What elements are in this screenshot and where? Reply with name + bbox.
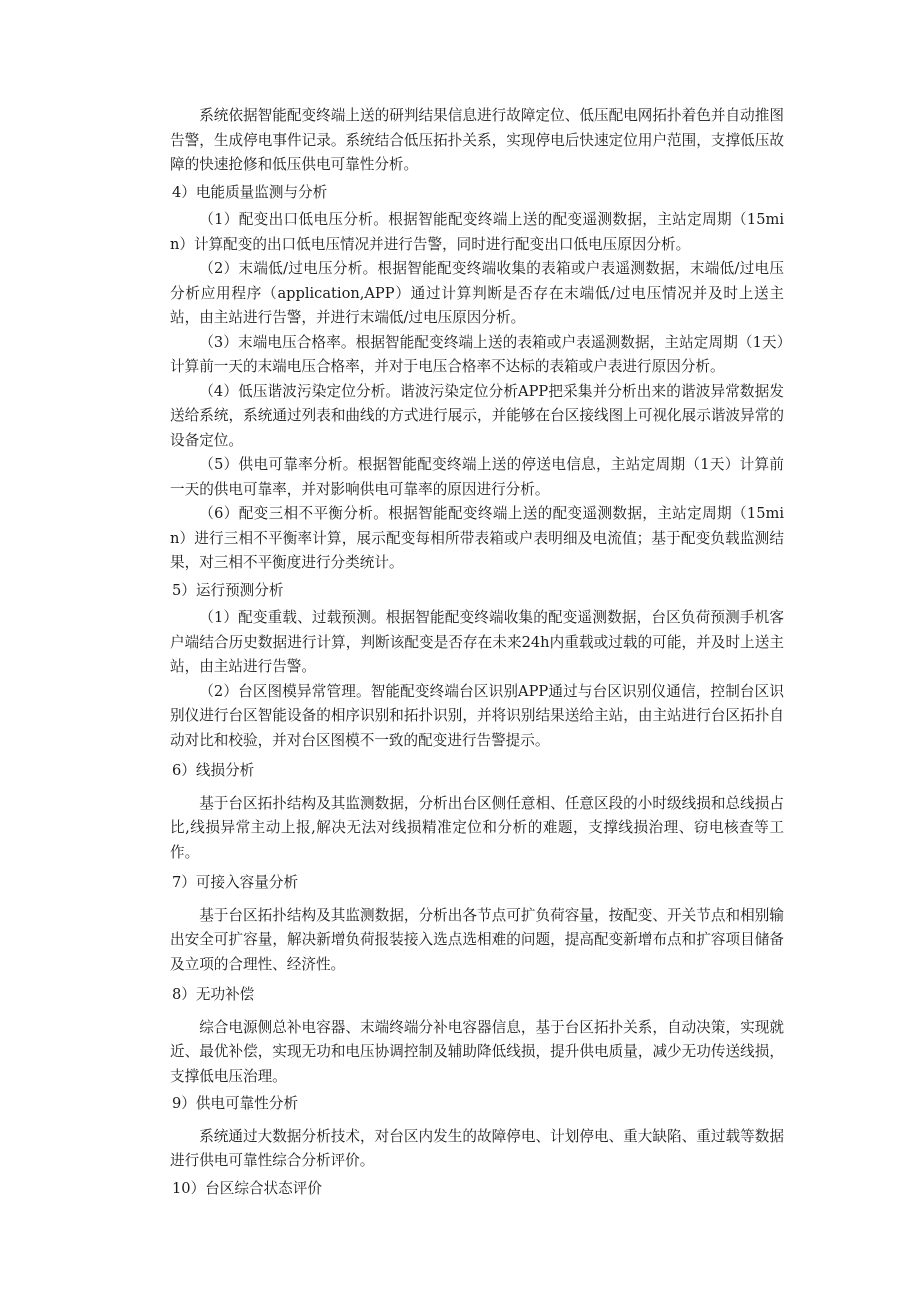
section-4-item-3: （3）末端电压合格率。根据智能配变终端上送的表箱或户表遥测数据，主站定周期（1天）计算前一天的末端电压合格率，并对于电压合格率不达标的表箱或户表进行原因分析。 [170, 333, 784, 375]
section-heading-7: 7）可接入容量分析 [172, 874, 299, 891]
section-7-body: 基于台区拓扑结构及其监测数据，分析出各节点可扩负荷容量，按配变、开关节点和相别输出安全可扩容量，解决新增负荷报装接入选点选相难的问题，提高配变新增布点和扩容项目储备及立项的合理性、经济性。 [170, 906, 784, 973]
section-heading-5: 5）运行预测分析 [172, 581, 284, 599]
section-4-item-4: （4）低压谐波污染定位分析。谐波污染定位分析APP把采集并分析出来的谐波异常数据发送给系统，系统通过列表和曲线的方式进行展示，并能够在台区接线图上可视化展示谐波异常的设备定位。 [170, 382, 784, 449]
section-4-item-5: （5）供电可靠率分析。根据智能配变终端上送的停送电信息，主站定周期（1天）计算前一天的供电可靠率，并对影响供电可靠率的原因进行分析。 [170, 456, 784, 498]
section-4-item-1: （1）配变出口低电压分析。根据智能配变终端上送的配变遥测数据，主站定周期（15min）计算配变的出口低电压情况并进行告警，同时进行配变出口低电压原因分析。 [170, 211, 784, 253]
section-heading-10: 10）台区综合状态评价 [172, 1179, 322, 1197]
section-4-item-6: （6）配变三相不平衡分析。根据智能配变终端上送的配变遥测数据，主站定周期（15min）进行三相不平衡率计算，展示配变每相所带表箱或户表明细及电流值；基于配变负载监测结果，对三相不平衡度进行分类统计。 [170, 505, 784, 571]
section-heading-9: 9）供电可靠性分析 [172, 1095, 299, 1112]
section-5-item-2: （2）台区图模异常管理。智能配变终端台区识别APP通过与台区识别仪通信，控制台区识别仪进行台区智能设备的相序识别和拓扑识别，并将识别结果送给主站，由主站进行台区拓扑自动对比和校验，并对台区图模不一致的配变进行告警提示。 [170, 682, 784, 749]
section-6-body: 基于台区拓扑结构及其监测数据，分析出台区侧任意相、任意区段的小时级线损和总线损占比,线损异常主动上报,解决无法对线损精准定位和分析的难题，支撑线损治理、窃电核查等工作。 [170, 794, 784, 861]
section-heading-6: 6）线损分析 [172, 762, 255, 779]
section-8-body: 综合电源侧总补电容器、末端终端分补电容器信息，基于台区拓扑关系，自动决策，实现就近、最优补偿，实现无功和电压协调控制及辅助降低线损，提升供电质量，减少无功传送线损，支撑低电压治理。 [170, 1018, 784, 1085]
section-4-item-2: （2）末端低/过电压分析。根据智能配变终端收集的表箱或户表遥测数据，末端低/过电压分析应用程序（application,APP）通过计算判断是否存在末端低/过电压情况并及时上送主站，由主站进行告警，并进行末端低/过电压原因分析。 [170, 260, 784, 326]
section-heading-4: 4）电能质量监测与分析 [172, 183, 328, 201]
section-5-item-1: （1）配变重载、过载预测。根据智能配变终端收集的配变遥测数据，台区负荷预测手机客户端结合历史数据进行计算，判断该配变是否存在未来24h内重载或过载的可能，并及时上送主站，由主站进行告警。 [170, 609, 784, 675]
document-page [170, 104, 784, 1204]
section-heading-8: 8）无功补偿 [172, 986, 255, 1003]
section-9-body: 系统通过大数据分析技术，对台区内发生的故障停电、计划停电、重大缺陷、重过载等数据进行供电可靠性综合分析评价。 [170, 1127, 784, 1169]
intro-paragraph: 系统依据智能配变终端上送的研判结果信息进行故障定位、低压配电网拓扑着色并自动推图告警，生成停电事件记录。系统结合低压拓扑关系，实现停电后快速定位用户范围，支撑低压故障的快速抢修和低压供电可靠性分析。 [170, 107, 784, 173]
